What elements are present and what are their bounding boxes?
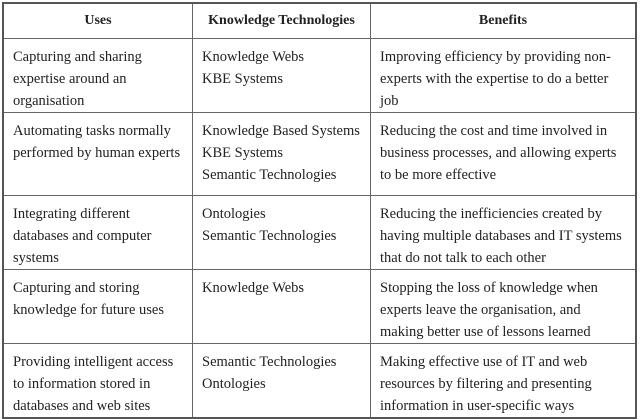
use-cell: Integrating different databases and computer systems [3,196,193,270]
benefit-cell: Improving efficiency by providing non-experts with the expertise to do a better job [371,39,637,113]
knowledge-technologies-table [2,2,637,419]
technology-item: Ontologies [202,206,266,222]
table-row [3,270,636,344]
table-row [3,113,636,196]
use-cell: Capturing and sharing expertise around an organisation [3,39,193,113]
technology-item: Semantic Technologies [202,228,337,244]
header-uses: Uses [3,3,193,39]
benefit-cell: Making effective use of IT and web resources by filtering and presenting information in user-specific ways [371,344,637,419]
technology-item: Semantic Technologies [202,354,337,370]
benefit-cell: Stopping the loss of knowledge when experts leave the organisation, and making better use of lessons learned [371,270,637,344]
table-row [3,39,636,113]
technology-item: KBE Systems [202,71,283,87]
use-cell: Capturing and storing knowledge for future uses [3,270,193,344]
use-cell: Automating tasks normally performed by human experts [3,113,193,196]
table-row [3,196,636,270]
technology-item: Ontologies [202,376,266,392]
table-row [3,344,636,419]
technology-item: Knowledge Based Systems [202,123,360,139]
technologies-cell [193,113,371,196]
technologies-cell [193,196,371,270]
technologies-cell [193,39,371,113]
technology-item: KBE Systems [202,145,283,161]
benefit-cell: Reducing the inefficiencies created by having multiple databases and IT systems that do not talk to each other [371,196,637,270]
benefit-cell: Reducing the cost and time involved in business processes, and allowing experts to be more effective [371,113,637,196]
technologies-cell [193,270,371,344]
technology-item: Knowledge Webs [202,280,305,296]
technologies-cell [193,344,371,419]
header-row [3,3,636,39]
technology-item: Semantic Technologies [202,167,337,183]
header-benefits: Benefits [371,3,637,39]
use-cell: Providing intelligent access to information stored in databases and web sites [3,344,193,419]
technology-item: Knowledge Webs [202,49,305,65]
header-knowledge-technologies: Knowledge Technologies [193,3,371,39]
